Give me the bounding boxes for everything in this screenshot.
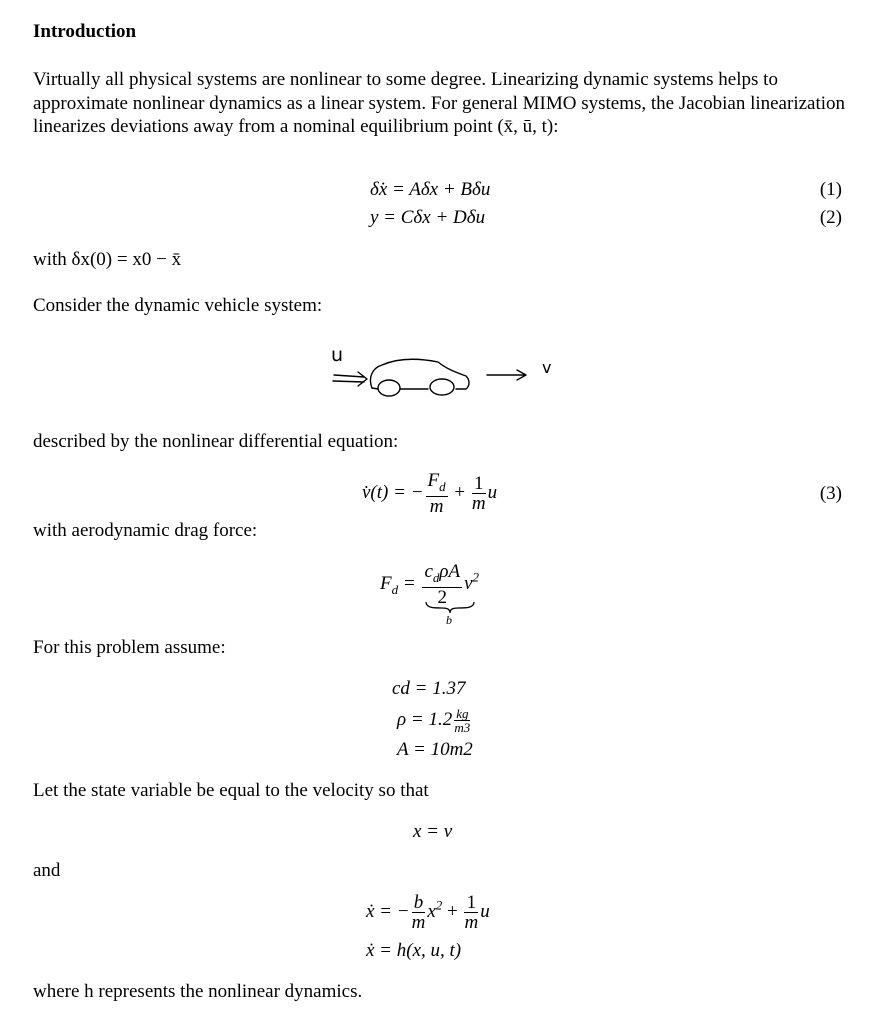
- state-intro-text: Let the state variable be equal to the velocity so that: [33, 780, 429, 801]
- intro-paragraph: [33, 68, 848, 139]
- rho-unit-den: m3: [454, 720, 471, 735]
- section-heading: Introduction: [33, 21, 137, 42]
- sketch-input-label: u: [331, 344, 344, 366]
- consider-text: Consider the dynamic vehicle system:: [33, 295, 323, 316]
- param-area: A = 10m2: [397, 739, 473, 760]
- param-rho: [397, 707, 472, 734]
- drag-text: with aerodynamic drag force:: [33, 520, 258, 541]
- vehicle-sketch: [320, 344, 560, 408]
- equation-1-number: (1): [819, 179, 842, 200]
- sketch-output-label: v: [542, 358, 552, 377]
- xdot-equation: ẋ = − $\frac{b}{m}$ $x^2$ + $\frac{1}{m}$ u: [366, 892, 490, 933]
- intro-text: Virtually all physical systems are nonlinear to some degree. Linearizing dynamic systems helps to approximate nonlinear dynamics as a linear system. For general MIMO systems, the Jacobian linearization linearizes deviations away from a nominal equilibrium point: [33, 69, 846, 137]
- car-drawing-icon: [320, 348, 560, 408]
- param-rho-value: ρ = 1.2: [397, 708, 453, 730]
- described-text: described by the nonlinear differential equation:: [33, 431, 399, 452]
- initial-condition: with δx(0) = x0 − x̄: [33, 249, 182, 270]
- equilibrium-point: (x̄, ū, t):: [497, 116, 559, 137]
- h-equation: ẋ = h(x, u, t): [366, 940, 462, 961]
- assume-text: For this problem assume:: [33, 637, 226, 658]
- equation-2-number: (2): [819, 207, 842, 228]
- closing-text: where h represents the nonlinear dynamics.: [33, 981, 363, 1002]
- equation-3: v̇(t) = − $\frac{F_d}{m}$ + $\frac{1}{m}$ u: [362, 470, 498, 517]
- param-cd: cd = 1.37: [392, 678, 466, 699]
- brace-label: b: [446, 613, 452, 627]
- rho-unit-num: kg: [456, 706, 469, 721]
- state-equation: x = v: [413, 821, 453, 842]
- equation-2: y = Cδx + Dδu: [370, 207, 486, 228]
- equation-3-number: (3): [819, 483, 842, 504]
- drag-equation: $F_d$ = $\frac{c_d\rho A}{2}$ $v^2$: [380, 561, 480, 608]
- brace-icon: [424, 600, 476, 614]
- and-text: and: [33, 860, 61, 881]
- equation-1: δ̇x = Aδx + Bδu: [370, 179, 491, 200]
